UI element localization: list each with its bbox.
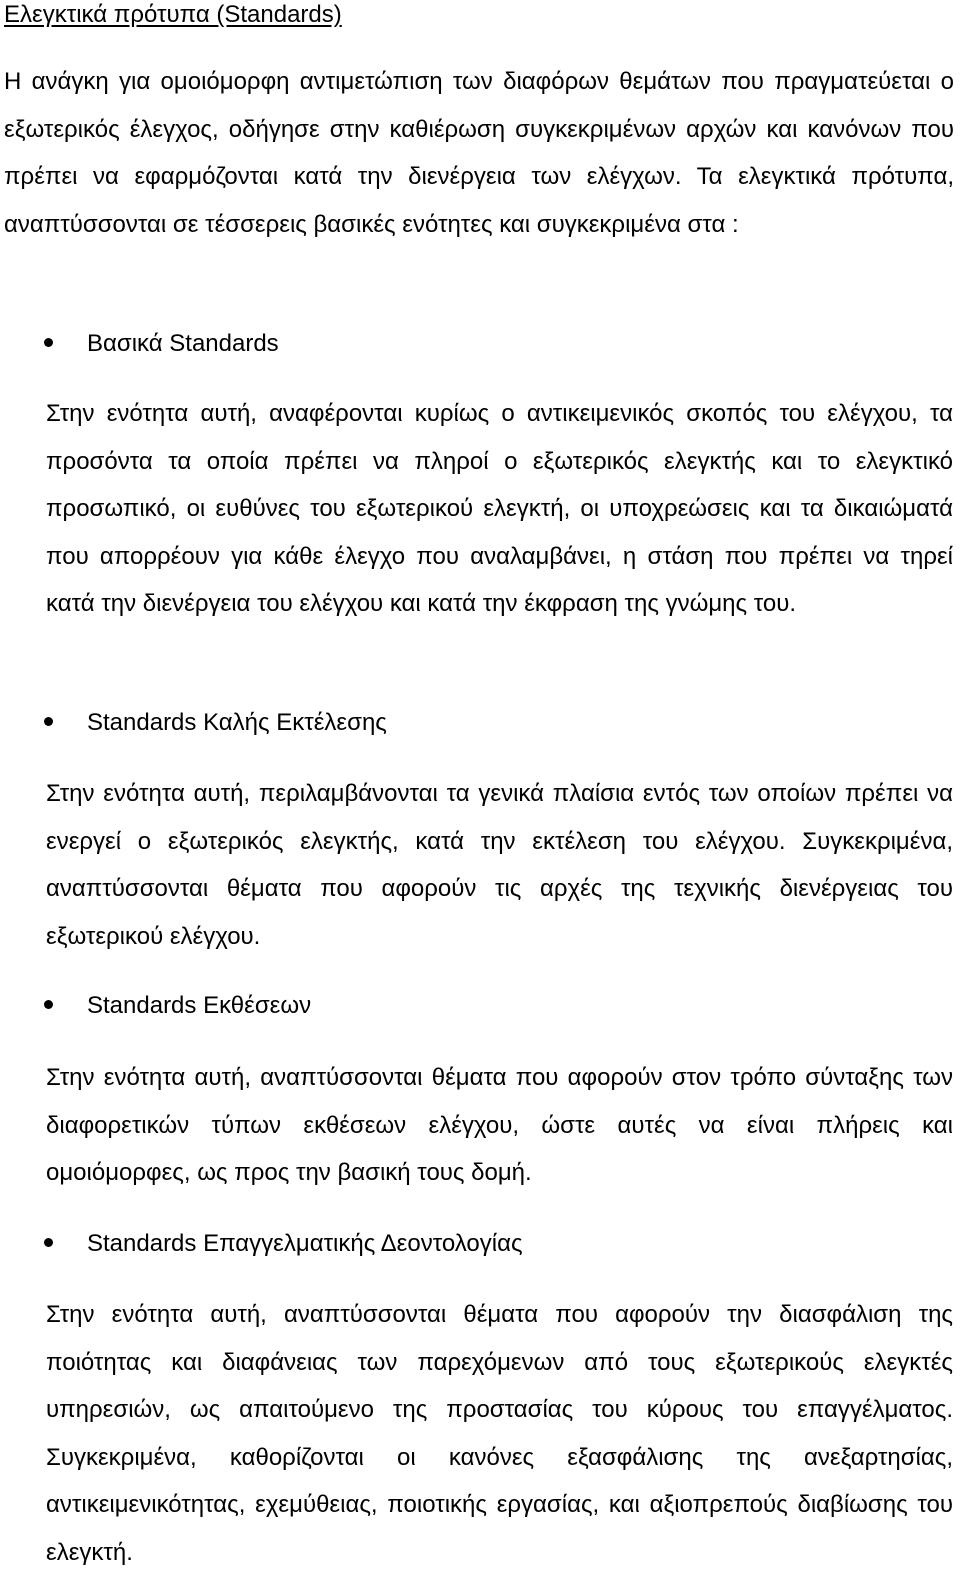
bullet-dot-icon xyxy=(44,1000,53,1009)
bullet-dot-icon xyxy=(44,338,53,347)
intro-paragraph: Η ανάγκη για ομοιόμορφη αντιμετώπιση των διαφόρων θεμάτων που πραγματεύεται ο εξωτερικός έλεγχος, οδήγησε στην καθιέρωση συγκεκριμένων αρχών και κανόνων που πρέπει να εφαρμόζονται κατά την διενέργεια των ελέγχων. Τα ελεγκτικά πρότυπα, αναπτύσσονται σε τέσσερεις βασικές ενότητες και συγκεκριμένα στα : xyxy=(4,68,954,238)
bullet-heading: Standards Καλής Εκτέλεσης xyxy=(87,709,387,736)
bullet-dot-icon xyxy=(44,717,53,726)
bullet-basic-standards xyxy=(44,329,279,359)
bullet-dot-icon xyxy=(44,1238,53,1247)
bullet-heading: Βασικά Standards xyxy=(87,330,279,357)
document-title: Ελεγκτικά πρότυπα (Standards) xyxy=(4,1,342,28)
bullet-ethics-standards xyxy=(44,1229,523,1259)
bullet-performance-standards xyxy=(44,708,387,738)
bullet-heading: Standards Εκθέσεων xyxy=(87,992,312,1019)
section-performance-standards-body: Στην ενότητα αυτή, περιλαμβάνονται τα γενικά πλαίσια εντός των οποίων πρέπει να ενεργεί ο εξωτερικός ελεγκτής, κατά την εκτέλεση του ελέγχου. Συγκεκριμένα, αναπτύσσονται θέματα που αφορούν τις αρχές της τεχνικής διενέργειας του εξωτερικού ελέγχου. xyxy=(46,780,953,950)
bullet-reporting-standards xyxy=(44,991,311,1021)
section-reporting-standards-body: Στην ενότητα αυτή, αναπτύσσονται θέματα που αφορούν στον τρόπο σύνταξης των διαφορετικών τύπων εκθέσεων ελέγχου, ώστε αυτές να είναι πλήρεις και ομοιόμορφες, ως προς την βασική τους δομή. xyxy=(46,1064,953,1186)
bullet-heading: Standards Επαγγελματικής Δεοντολογίας xyxy=(87,1230,523,1257)
section-ethics-standards-body: Στην ενότητα αυτή, αναπτύσσονται θέματα που αφορούν την διασφάλιση της ποιότητας και διαφάνειας των παρεχόμενων από τους εξωτερικούς ελεγκτές υπηρεσιών, ως απαιτούμενο της προστασίας του κύρους του επαγγέλματος. Συγκεκριμένα, καθορίζονται οι κανόνες εξασφάλισης της ανεξαρτησίας, αντικειμενικότητας, εχεμύθειας, ποιοτικής εργασίας, και αξιοπρεπούς διαβίωσης του ελεγκτή. xyxy=(46,1301,953,1566)
section-basic-standards-body: Στην ενότητα αυτή, αναφέρονται κυρίως ο αντικειμενικός σκοπός του ελέγχου, τα προσόντα τα οποία πρέπει να πληροί ο εξωτερικός ελεγκτής και το ελεγκτικό προσωπικό, οι ευθύνες του εξωτερικού ελεγκτή, οι υποχρεώσεις και τα δικαιώματά που απορρέουν για κάθε έλεγχο που αναλαμβάνει, η στάση που πρέπει να τηρεί κατά την διενέργεια του ελέγχου και κατά την έκφραση της γνώμης του. xyxy=(46,400,953,617)
